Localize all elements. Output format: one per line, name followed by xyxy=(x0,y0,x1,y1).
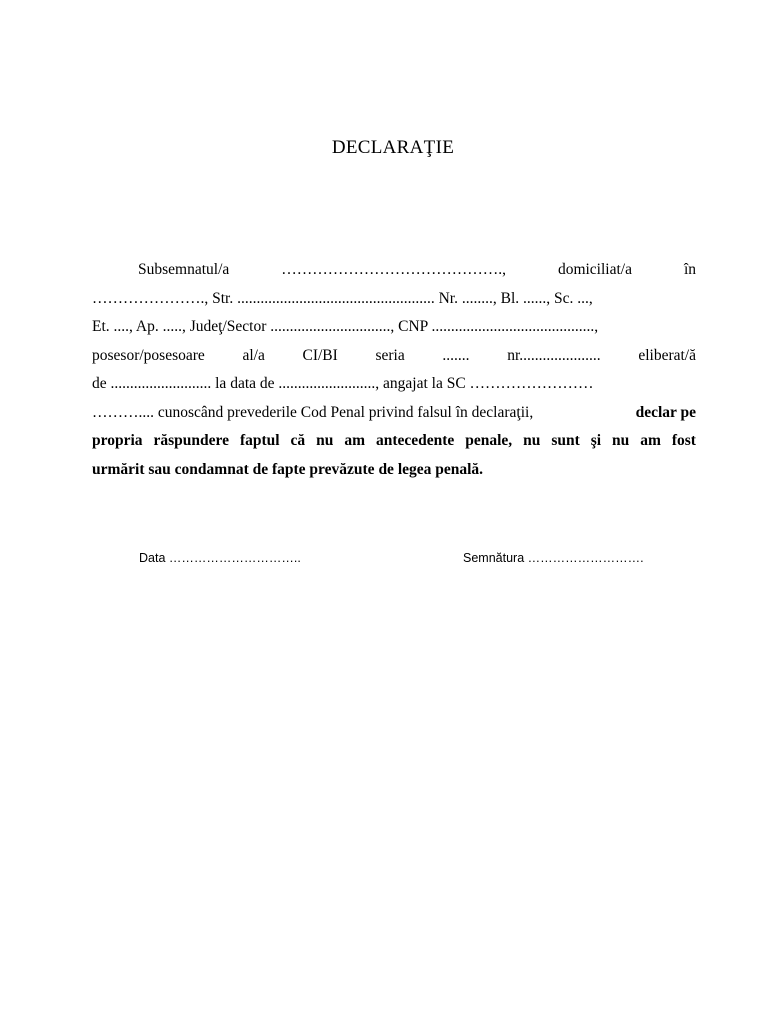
word: Subsemnatul/a xyxy=(138,261,230,278)
word: propria xyxy=(92,432,143,449)
body-line-7 xyxy=(92,427,696,456)
word: domiciliat/a xyxy=(557,261,632,278)
legal-notice-normal: ……….... cunoscând prevederile Cod Penal privind falsul în declaraţii, xyxy=(92,403,534,421)
word: CI/BI xyxy=(302,346,338,364)
word: posesor/posesoare xyxy=(92,346,205,364)
body-line-1 xyxy=(92,256,696,285)
signature-field: Semnătura ………………………. xyxy=(463,551,644,565)
blank-name: ……………………………………., xyxy=(281,261,506,278)
word: că xyxy=(290,432,306,449)
word: nu xyxy=(523,432,541,449)
word: ....... xyxy=(442,346,470,364)
word: eliberat/ă xyxy=(638,346,696,364)
word: faptul xyxy=(239,432,280,449)
body-line-8: urmărit sau condamnat de fapte prevăzute de legea penală. xyxy=(92,460,484,478)
body-line-2 xyxy=(92,285,696,314)
word: nr..................... xyxy=(507,346,601,364)
document-title: DECLARAŢIE xyxy=(331,137,455,158)
word: şi xyxy=(590,432,602,449)
word: antecedente xyxy=(375,432,455,449)
address-details-line: Et. ...., Ap. ....., Judeţ/Sector ..............................., CNP .........................................., xyxy=(92,318,599,335)
word: fost xyxy=(671,432,696,449)
address-line: …………………., Str. ................................................... Nr. ........, Bl. ......, Sc. ..., xyxy=(92,289,593,307)
legal-notice-bold: declar pe xyxy=(635,403,696,421)
word: răspundere xyxy=(153,432,229,449)
declaration-body xyxy=(92,256,696,484)
body-line-5 xyxy=(92,370,696,399)
word: penale, xyxy=(465,432,513,449)
employment-line: de .......................... la data de ........................., angajat la SC …………………… xyxy=(92,375,594,392)
body-line-3 xyxy=(92,313,696,342)
word: sunt xyxy=(551,432,580,449)
word: al/a xyxy=(242,346,265,364)
word: nu xyxy=(612,432,630,449)
word: în xyxy=(683,261,696,278)
body-line-6 xyxy=(92,399,696,428)
date-field: Data ………………………….. xyxy=(139,551,301,565)
body-line-4 xyxy=(92,342,696,371)
word: nu xyxy=(316,432,334,449)
word: am xyxy=(640,432,661,449)
word: seria xyxy=(375,346,405,364)
word: am xyxy=(344,432,365,449)
